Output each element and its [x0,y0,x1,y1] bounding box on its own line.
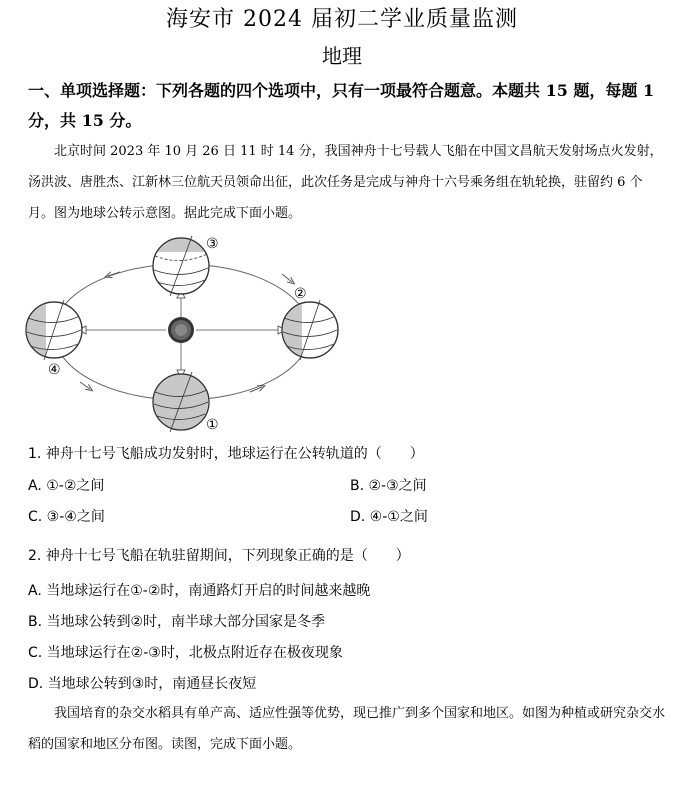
sun-icon [168,317,194,343]
subject-title: 地理 [322,44,362,68]
question-2-option-d[interactable]: D. 当地球公转到③时，南通昼长夜短 [28,676,257,692]
position-label-4: ④ [48,362,61,378]
question-2-stem: 2. 神舟十七号飞船在轨驻留期间，下列现象正确的是（ ） [28,548,410,564]
position-label-2: ② [294,286,307,302]
intro-paragraph [28,136,668,229]
section-heading: 一、单项选择题：下列各题的四个选项中，只有一项最符合题意。本题共 15 题，每题 1 分，共 15 分。 [28,81,655,130]
question-1-option-c[interactable]: C. ③-④之间 [28,509,105,525]
question-1-option-a[interactable]: A. ①-②之间 [28,478,105,494]
question-1-option-d[interactable]: D. ④-①之间 [350,509,428,525]
rice-paragraph-text: 我国培育的杂交水稻具有单产高、适应性强等优势，现已推广到多个国家和地区。如图为种植或研究杂交水稻的国家和地区分布图。读图，完成下面小题。 [28,706,666,752]
earth-position-3 [153,236,209,296]
earth-position-1 [153,372,209,432]
earth-position-4 [26,300,82,360]
question-1-stem: 1. 神舟十七号飞船成功发射时，地球运行在公转轨道的（ ） [28,446,424,462]
question-2-option-b[interactable]: B. 当地球公转到②时，南半球大部分国家是冬季 [28,614,326,630]
position-label-1: ① [206,417,219,432]
question-2-option-c[interactable]: C. 当地球运行在②-③时，北极点附近存在极夜现象 [28,645,343,661]
position-label-3: ③ [206,236,219,252]
exam-title: 海安市 2024 届初二学业质量监测 [166,7,518,32]
question-1-option-b[interactable]: B. ②-③之间 [350,478,427,494]
question-2-option-a[interactable]: A. 当地球运行在①-②时，南通路灯开启的时间越来越晚 [28,583,371,599]
earth-revolution-diagram [20,232,350,432]
intro-text: 北京时间 2023 年 10 月 26 日 11 时 14 分，我国神舟十七号载人飞船在中国文昌航天发射场点火发射，汤洪波、唐胜杰、江新林三位航天员领命出征，此次任务是完成与神舟十六号乘务组在轨轮换，驻留约 6 个月。图为地球公转示意图。据此完成下面小题。 [28,144,663,221]
rice-paragraph [28,698,668,760]
earth-position-2 [282,300,338,360]
